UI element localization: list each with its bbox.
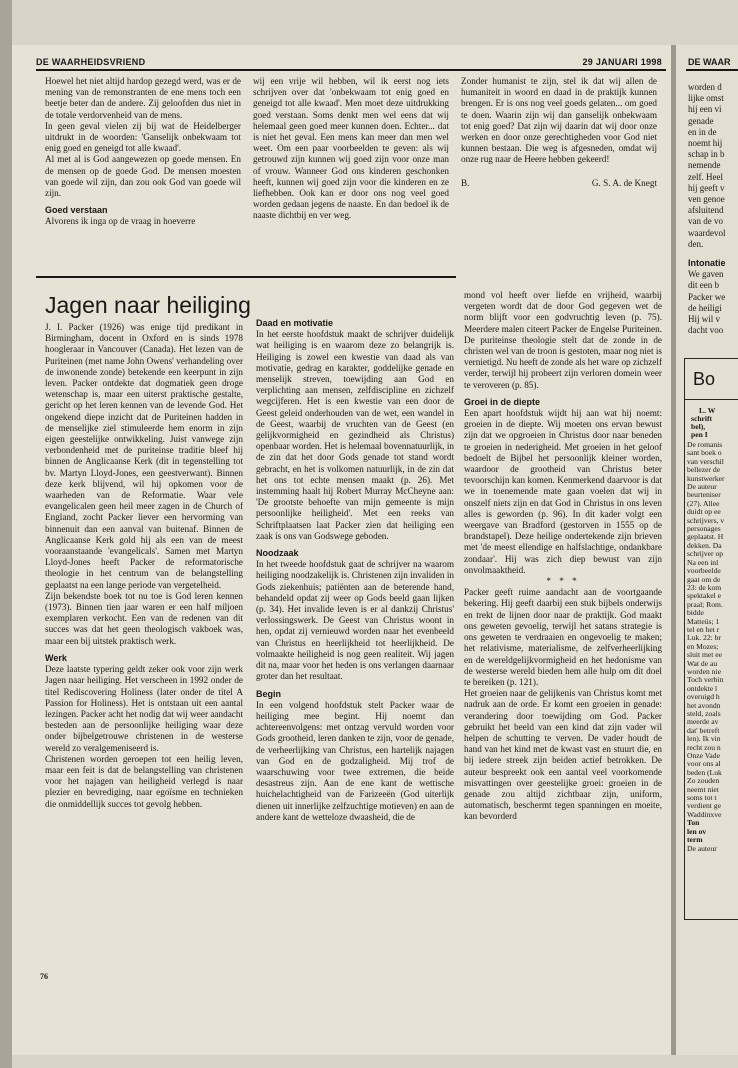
box-line: bellezer de <box>687 465 721 475</box>
box-line: bidde <box>687 608 704 618</box>
box-line: L. W <box>699 406 716 415</box>
box-line: dekken. Da <box>687 540 722 550</box>
article-column-1 <box>45 322 243 962</box>
box-line: schrijvers, v <box>687 515 725 525</box>
box-title: Bo <box>693 369 716 389</box>
head-rule <box>36 69 666 71</box>
section-heading: Groei in de diepte <box>464 396 541 407</box>
paragraph: Alvorens ik inga op de vraag in hoeverre <box>45 216 196 227</box>
text-line: lijke omst <box>688 93 724 104</box>
paragraph: Een apart hoofdstuk wijdt hij aan wat hij noemt: groeien in de diepte. Wij moeten ons ervan bewust zijn dat we opgroeien in Christus door naar beneden te groeien in nederigheid. Met groeien in het geloof bedoelt de Bijbel het persoonlijk kleiner worden, waardoor de grootheid van Christus beter tevoorschijn kan komen. Kenmerkend daarvoor is dat we in toenemende mate gaan voelen dat wij in onszelf niets zijn en dat God in Christus in ons leven alles is geworden (p. 96). In dit kader volgt een weergave van Bradford (gestorven in 1555 op de brandstapel). Deze heilige ondertekende zijn brieven met 'de meest ellendige en halfslachtige, ondankbare zondaar'. Hij was zich diep bewust van zijn onvolmaaktheid. <box>464 408 662 575</box>
text-line: dit een b <box>688 280 719 291</box>
facing-head-rule <box>686 69 738 71</box>
text-line: We gaven <box>688 269 724 280</box>
article-column-2 <box>256 318 454 962</box>
signature <box>461 178 657 189</box>
box-line: worden nie <box>687 666 721 676</box>
box-line: schrijver op <box>687 549 724 559</box>
scan-edge <box>0 0 12 1068</box>
paragraph: Christenen worden geroepen tot een heilig leven, maar een feit is dat de belangstelling van christenen voor het najagen van heiligheid verlegd is naar plezier en bevrediging, naar egoïsme en technieken die onmiddellijk succes tot gevolg hebben. <box>45 753 243 809</box>
box-line: (27). Allee <box>687 498 720 508</box>
box-line: Waddinxve <box>687 809 722 819</box>
text-line: nemende <box>688 160 721 171</box>
box-line: sluit met ee <box>687 650 723 660</box>
box-line: Wat de au <box>687 658 718 668</box>
box-body <box>687 441 725 853</box>
box-line: voor ons al <box>687 759 721 769</box>
box-line: beden (Luk <box>687 767 722 777</box>
section-heading: Noodzaak <box>256 548 299 559</box>
box-line: Toch verbin <box>687 675 724 685</box>
running-head <box>36 57 666 69</box>
box-line: ontdekte l <box>687 683 718 693</box>
box-line: Ton <box>687 818 700 828</box>
section-heading: Goed verstaan <box>45 205 108 216</box>
issue-date: 29 JANUARI 1998 <box>582 57 662 67</box>
publication-name: DE WAARHEIDSVRIEND <box>36 57 146 67</box>
signature-name: G. S. A. de Knegt <box>591 177 657 188</box>
box-line: De romanis <box>687 440 723 449</box>
paragraph: Zonder humanist te zijn, stel ik dat wij allen de humaniteit in woord en daad in de praktijk kunnen brengen. Er is ons nog veel goeds gelaten... om goed te doen. Waarin zijn wij dan ganselijk onbekwaam tot enig goed? Dat zijn wij daarin dat wij door onze werken en door onze gerechtigheden voor God niet kunnen bestaan. Die weg is afgesneden, omdat wij onze rug naar de Heere hebben gekeerd! <box>461 76 657 165</box>
box-line: meerde av <box>687 717 719 727</box>
box-line: Zo zouden <box>687 776 720 786</box>
text-line: hij een vi <box>688 104 722 115</box>
text-line: hij geeft v <box>688 182 725 193</box>
paragraph: In een volgend hoofdstuk stelt Packer waar de heiliging mee begint. Hij noemt dan achtereenvolgens: met ontzag vervuld worden voor Gods grootheid, leren danken te zijn, voor de genade, de verheerlijking van Christus, een hartelijk najagen van God en de godzaligheid. Mij trof de waarschuwing voor twee extremen, die beide desastreus zijn. Aan de ene kant de wettische huichelachtigheid van de Farizeeën (God uiterlijk dienen uit innerlijke zelfzuchtige motieven) en aan de andere kant de wetteloze dwaasheid, die de <box>256 699 454 822</box>
box-line: De auteur <box>687 843 717 853</box>
text-line: en in de <box>688 126 717 137</box>
box-line: tel en het r <box>687 624 720 634</box>
text-line: de heiligi <box>688 302 722 313</box>
text-line: noemt hij <box>688 138 723 149</box>
box-line: en Mozes; <box>687 641 719 651</box>
box-line: schrift <box>691 414 713 423</box>
text-line: genade <box>688 115 714 126</box>
text-line: Packer we <box>688 291 726 302</box>
box-line: het avondn <box>687 700 721 710</box>
box-line: steld, zoals <box>687 709 721 718</box>
box-line: pen I <box>691 430 708 439</box>
paragraph: J. I. Packer (1926) was enige tijd predikant in Birmingham, docent in Oxford en is sinds 1978 hoogleraar in Vancouver (Canada). Het lezen van de Puriteinen (met name John Owens' verhandeling over de inwonende zonde) betekende een keerpunt in zijn leven. Packer ontdekte dat dogmatiek geen droge wetenschap is, maar een uiterst praktische gestalte, gericht op het leren kennen van de levende God. Het ongekend diepe inzicht dat de Puriteinen hadden in de menselijke ziel stimuleerde hem enorm in zijn eigen geestelijke ontwikkeling. Juist vanwege zijn verbondenheid met de puriteinse traditie bleef hij binnen de Anglicaanse Kerk (dit in tegenstelling tot bv. Martyn Lloyd-Jones, een geestverwant). Binnen deze kerk blijvend, wil hij opkomen voor de waarheden van de Reformatie. Waar vele evangelicalen geen heil meer zagen in de Church of England, zocht Packer liever een hervorming van binnenuit dan een aanval van buitenaf. Binnen de Anglicaanse Kerk gold hij als een van de meest vooraanstaande 'evangelicals'. Samen met Martyn Lloyd-Jones heeft Packer de reformatorische theologie in het centrum van de belangstelling geplaatst na een lange periode van vergetelheid. <box>45 322 243 590</box>
box-line: duidt op ee <box>687 507 721 517</box>
box-line: Matteüs; 1 <box>687 616 720 626</box>
paragraph: wij een vrije wil hebben, wil ik eerst nog iets schrijven over dat 'onbekwaam tot enig goed en geneigd tot alle kwaad'. Men moet deze uitdrukking goed verstaan. Soms denkt men wel eens dat wij helemaal geen goed meer kunnen doen. Echter... dat is niet het geval. Een mens kan meer dan men wel weet. Om een paar voorbeelden te geven: als wij getrouwd zijn kunnen wij goed zijn voor onze man of vrouw. Wanneer God ons kinderen geschonken heeft, kunnen wij goed zijn voor die kinderen en ze liefhebben. Ook kan er door ons nog veel goed worden gedaan jegens de naaste. En dan bedoel ik de naaste dichtbij en ver weg. <box>253 76 449 221</box>
box-line: verdient ge <box>687 801 721 811</box>
box-line: van verschil <box>687 456 724 466</box>
section-heading: Intonatie <box>688 258 726 269</box>
text-line: schap in b <box>688 149 725 160</box>
box-line: voorbeelde <box>687 566 721 576</box>
book-review-box <box>684 358 738 920</box>
box-line: Luk. 22: br <box>687 633 721 643</box>
article-column-3 <box>464 290 662 962</box>
box-line: bel), <box>691 422 706 431</box>
section-heading: Daad en motivatie <box>256 318 334 328</box>
paragraph: In geen geval vielen zij bij wat de Heidelberger uitdrukt in de woorden: 'Ganselijk onbekwaam tot enig goed en geneigd tot alle kwaad'. <box>45 120 241 154</box>
box-line: 23: de kom <box>687 582 722 592</box>
paragraph: Deze laatste typering geldt zeker ook voor zijn werk Jagen naar heiliging. Het verscheen in 1992 onder de titel Rediscovering Holiness (later onder de titel A Passion for Holiness). Het is ontstaan uit een aantal lezingen. Packer acht het nodig dat wij weer aandacht besteden aan de persoonlijke heiliging waar deze onder bijbelgetrouwe christenen in de westerse wereld zo veralgemeniseerd is. <box>45 664 243 753</box>
paragraph: Al met al is God aangewezen op goede mensen. En de mensen op de goede God. De mensen moesten van goede wil zijn, dan zou ook God van goede wil zijn. <box>45 154 241 199</box>
top-column-3 <box>461 76 657 274</box>
box-line: beurteniser <box>687 490 721 500</box>
section-heading: Begin <box>256 688 282 699</box>
box-line: term <box>687 835 703 845</box>
text-line: Hij wil v <box>688 314 721 325</box>
box-line: Onze Vade <box>687 751 720 761</box>
text-line: dacht voo <box>688 325 724 336</box>
box-line: recht zou n <box>687 742 721 752</box>
text-line: waardevol <box>688 227 726 238</box>
section-heading: Werk <box>45 652 67 663</box>
box-line: spektakel e <box>687 591 721 601</box>
paragraph: Hoewel het niet altijd hardop gezegd werd, was er de mening van de remonstranten de ene mens toch een beetje beter dan de andere. Zij geloofden dus niet in de totale verdorvenheid van de mens. <box>45 76 241 120</box>
text-line: ven genoe <box>688 194 725 205</box>
box-line: Na een inl <box>687 557 719 567</box>
text-line: den. <box>688 238 704 249</box>
box-line: sant boek o <box>687 448 722 458</box>
paragraph: In het tweede hoofdstuk gaat de schrijver na waarom heiliging noodzakelijk is. Christenen zijn invaliden in Gods ziekenhuis; patiënten aan de beterende hand, behandeld opdat zij weer op Gods beeld gaan lijken (p. 34). Het invalide leven is er al dankzij Christus' verlossingswerk. De Geest van Christus woont in hen, opdat zij vernieuwd worden naar het evenbeeld van Christus en heerlijkheid tot heerlijkheid. De volmaakte heiligheid is nog geen realiteit. Wij jagen dit na, maar voor het heden is ons verlangen daarnaar groter dan het resultaat. <box>256 559 454 682</box>
top-column-2 <box>253 76 449 274</box>
box-line: geplaatst. H <box>687 532 724 542</box>
paragraph: mond vol heeft over liefde en vrijheid, waarbij vergeten wordt dat de door God gegeven wet de norm blijft voor een godvruchtig leven (p. 75). Meerdere malen citeert Packer de Engelse Puriteinen. De puriteinse theologie stelt dat de zonde in de christen wel van de troon is gestoten, maar nog niet is vernietigd. Nu heeft de zonde als het ware op zichzelf verder, terwijl hij probeert zijn verloren domein weer te veroveren (p. 85). <box>464 290 662 390</box>
text-line: afsluitend <box>688 205 724 216</box>
box-line: dat' betreft <box>687 725 720 735</box>
paragraph: Het groeien naar de gelijkenis van Christus komt met nadruk aan de orde. Er komt een groeien in genade: verandering door toewijding om God. Packer gebruikt het beeld van een kind dat zijn vader wil helpen de schutting te verven. De vader houdt de hand van het kind met de kwast vast en stuurt die, en bij iedere streek zijn beiden actief betrokken. De auteur bespreekt ook een aantal veel voorkomende misvattingen over geestelijke groei: groeien in de genade zou altijd zichtbaar zijn, uniform, automatisch, beschermt tegen spanningen en moeite, kan bevorderd <box>464 688 662 822</box>
box-line: len ov <box>687 826 707 836</box>
facing-column <box>688 82 726 336</box>
text-line: worden d <box>688 82 722 92</box>
section-break: * * * <box>546 576 580 587</box>
box-line: soms tot t <box>687 793 717 803</box>
box-line: gaat om de <box>687 574 721 584</box>
box-line: kunstwerker <box>687 473 725 483</box>
box-line: len). Ik vin <box>687 734 721 744</box>
paragraph: In het eerste hoofdstuk maakt de schrijver duidelijk wat heiliging is en waarom deze zo belangrijk is. Heiliging is zowel een kwestie van daad als van motivatie, gedrag en karakter, goddelijke genade en menselijk streven, toewijding aan God en verplichting aan mensen, zelfdiscipline en zichzelf wegcijferen. Het is een kwestie van een door de Geest geleid onderhouden van de wet, een wandel in de Geest, waarbij de vruchten van de Geest (en gelijkvormigheid en gezindheid als Christus) openbaar worden. Het is helemaal bovennatuurlijk, in de zin dat het door Gods genade tot stand wordt gebracht, en het is volkomen natuurlijk, in de zin dat het ons tot echte mensen maakt (p. 26). Met instemming haalt hij Robert Murray McCheyne aan: 'De grootste behoefte van mijn gemeente is mijn persoonlijke heiligheid'. Met een reeks van Schriftplaatsen laat Packer zien dat heiliging een zaak is ons van Godswege geboden. <box>256 329 454 541</box>
article-title: Jagen naar heiliging <box>45 292 251 318</box>
section-rule <box>36 276 456 278</box>
text-line: van de vo <box>688 216 723 227</box>
paragraph: Packer geeft ruime aandacht aan de voortgaande bekering. Hij geeft daarbij een stuk bijbels onderwijs en trekt de lijnen door naar de praktijk. God maakt ons geweten gevoelig, terwijl het satans strategie is ons geweten te verdraaien en ongevoelig te maken; het relativisme, materialisme, de zelfverheerlijking en de wereldgelijkvormigheid en het hedonisme van de westerse wereld bieden hem alle hulp om dit doel te bereiken (p. 121). <box>464 587 662 687</box>
text-line: zelf. Heel <box>688 171 723 182</box>
box-line: personages <box>687 524 721 534</box>
box-rule <box>685 399 738 400</box>
box-line: overuigd h <box>687 692 720 702</box>
page-number: 76 <box>40 972 48 981</box>
facing-running-head: DE WAAR <box>688 57 731 67</box>
box-line: praal; Rom. <box>687 599 723 609</box>
paragraph: Zijn bekendste boek tot nu toe is God leren kennen (1973). Binnen tien jaar waren er een half miljoen exemplaren verkocht. Een van de redenen van dit succes was dat het geen theologisch vakboek was, maar een bij uitstek praktisch werk. <box>45 590 243 646</box>
box-line: neemt niet <box>687 784 719 794</box>
top-column-1 <box>45 76 241 274</box>
signature-initial: B. <box>461 177 470 188</box>
box-line: De auteur <box>687 482 717 492</box>
